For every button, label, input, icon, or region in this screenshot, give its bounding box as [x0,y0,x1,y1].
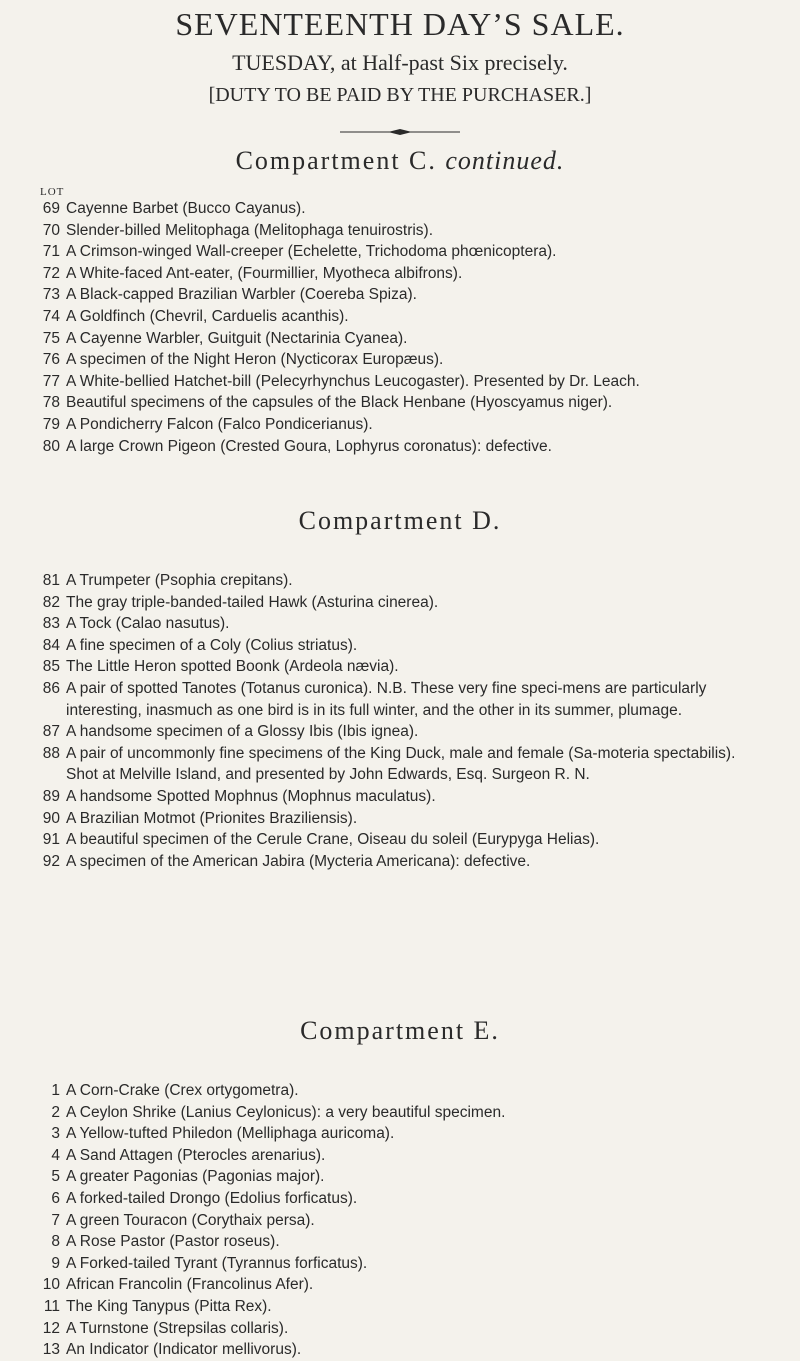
lot-number: 74 [42,307,60,325]
lot-item [0,635,800,657]
lot-number: 81 [42,572,60,589]
lot-number: 83 [42,615,60,633]
lot-number: 70 [42,221,60,239]
lot-item [0,1166,800,1188]
lot-item [0,743,800,786]
lot-description: A Brazilian Motmot (Prionites Braziliensis). [66,809,358,827]
lot-number: 11 [43,1297,60,1315]
lot-item [0,1080,800,1102]
lot-description: Cayenne Barbet (Bucco Cayanus). [66,200,306,217]
lot-number: 9 [51,1254,60,1272]
lot-item [0,263,800,285]
lot-number: 4 [51,1146,60,1164]
lot-description: The gray triple-banded-tailed Hawk (Asturina cinerea). [66,593,439,611]
lot-number: 91 [42,831,60,849]
lot-description: A pair of spotted Tanotes (Totanus curonica). N.B. These very fine speci-mens are particularly interesting, inasmuch as one bird is in its full winter, and the other in its summer, plumage. [66,679,707,719]
lot-description: A beautiful specimen of the Cerule Crane, Oiseau du soleil (Eurypyga Helias). [66,831,600,849]
lot-item [0,198,800,220]
lot-description: A Corn-Crake (Crex ortygometra). [66,1082,299,1099]
lot-number: 92 [42,852,60,870]
lot-description: A specimen of the American Jabira (Mycteria Americana): defective. [66,852,531,870]
lot-description: A Cayenne Warbler, Guitguit (Nectarinia Cyanea). [66,329,408,347]
lot-item [0,851,800,873]
lot-description: A Ceylon Shrike (Lanius Ceylonicus): a very beautiful specimen. [66,1103,506,1121]
lot-item [0,1188,800,1210]
lot-item [0,349,800,371]
lot-number: 80 [42,437,60,455]
lot-number: 89 [42,787,60,805]
section-heading-c-suffix: continued. [445,146,565,175]
lot-item [0,1318,800,1340]
lot-description: A specimen of the Night Heron (Nycticorax Europæus). [66,351,444,369]
lot-description: A handsome specimen of a Glossy Ibis (Ibis ignea). [66,723,419,741]
lot-list-d [0,570,800,872]
lot-item [0,414,800,436]
lot-description: Beautiful specimens of the capsules of the Black Henbane (Hyoscyamus niger). [66,394,613,412]
lot-item [0,592,800,614]
lot-item [0,436,800,458]
section-heading-c-text: Compartment C. [235,146,437,175]
lot-description: A fine specimen of a Coly (Colius striatus). [66,636,358,654]
lot-column-label: LOT [40,186,65,198]
lot-number: 77 [42,372,60,390]
lot-description: A White-faced Ant-eater, (Fourmillier, Myotheca albifrons). [66,264,463,282]
lot-number: 12 [42,1319,60,1337]
lot-item [0,1253,800,1275]
lot-item [0,1231,800,1253]
lot-item [0,241,800,263]
lot-description: A Rose Pastor (Pastor roseus). [66,1233,280,1251]
lot-item [0,328,800,350]
lot-number: 10 [42,1276,60,1294]
divider-ornament [340,128,460,136]
lot-number: 69 [42,200,60,217]
section-heading-d [0,506,800,536]
lot-number: 84 [42,636,60,654]
lot-number: 6 [51,1189,60,1207]
lot-description: A forked-tailed Drongo (Edolius forficatus). [66,1189,358,1207]
lot-item [0,1296,800,1318]
lot-number: 76 [42,351,60,369]
section-heading-e [0,1016,800,1046]
lot-number: 79 [42,415,60,433]
lot-description: A Trumpeter (Psophia crepitans). [66,572,293,589]
lot-number: 5 [51,1168,60,1186]
lot-item [0,1210,800,1232]
lot-description: Slender-billed Melitophaga (Melitophaga tenuirostris). [66,221,434,239]
lot-number: 13 [42,1341,60,1359]
lot-description: A White-bellied Hatchet-bill (Pelecyrhynchus Leucogaster). Presented by Dr. Leach. [66,372,640,390]
lot-description: A greater Pagonias (Pagonias major). [66,1168,325,1186]
lot-item [0,721,800,743]
duty-note: [DUTY TO BE PAID BY THE PURCHASER.] [208,84,592,106]
lot-item [0,1274,800,1296]
lot-description: A Pondicherry Falcon (Falco Pondicerianus). [66,415,373,433]
lot-description: African Francolin (Francolinus Afer). [66,1276,314,1294]
lot-item [0,678,800,721]
lot-description: A Yellow-tufted Philedon (Melliphaga auricoma). [66,1125,395,1143]
lot-description: A pair of uncommonly fine specimens of the King Duck, male and female (Sa-moteria spectabilis). Shot at Melville Island, and presented by John Edwards, Esq. Surgeon R. N. [66,744,736,784]
lot-item [0,613,800,635]
sale-time: TUESDAY, at Half-past Six precisely. [232,50,568,75]
lot-item [0,808,800,830]
lot-description: A green Touracon (Corythaix persa). [66,1211,315,1229]
lot-number: 78 [42,394,60,412]
lot-number: 75 [42,329,60,347]
lot-number: 88 [42,744,60,762]
lot-description: A Tock (Calao nasutus). [66,615,230,633]
lot-number: 3 [51,1125,60,1143]
lot-number: 87 [42,723,60,741]
lot-item [0,371,800,393]
lot-item [0,306,800,328]
lot-item [0,1123,800,1145]
lot-number: 82 [42,593,60,611]
lot-number: 7 [51,1211,60,1229]
lot-number: 2 [51,1103,60,1121]
lot-description: A handsome Spotted Mophnus (Mophnus maculatus). [66,787,436,805]
lot-description: A Black-capped Brazilian Warbler (Coereba Spiza). [66,286,417,304]
section-heading-d-text: Compartment D. [298,506,502,535]
lot-item [0,786,800,808]
lot-description: A Goldfinch (Chevril, Carduelis acanthis). [66,307,349,325]
lot-description: A Forked-tailed Tyrant (Tyrannus forficatus). [66,1254,368,1272]
lot-description: A Sand Attagen (Pterocles arenarius). [66,1146,326,1164]
lot-number: 71 [42,243,60,261]
sale-title: SEVENTEENTH DAY’S SALE. [175,6,625,42]
lot-list-c [0,198,800,457]
lot-list-e [0,1080,800,1361]
section-heading-c [0,146,800,176]
lot-item [0,220,800,242]
lot-item [0,656,800,678]
lot-description: The Little Heron spotted Boonk (Ardeola nævia). [66,658,399,676]
lot-item [0,284,800,306]
lot-number: 90 [42,809,60,827]
lot-item [0,829,800,851]
lot-number: 85 [42,658,60,676]
lot-item [0,1145,800,1167]
lot-description: A Crimson-winged Wall-creeper (Echelette, Trichodoma phœnicoptera). [66,243,557,261]
lot-description: The King Tanypus (Pitta Rex). [66,1297,272,1315]
lot-number: 8 [51,1233,60,1251]
lot-number: 1 [51,1082,60,1099]
section-heading-e-text: Compartment E. [300,1016,500,1045]
lot-number: 73 [42,286,60,304]
lot-description: An Indicator (Indicator mellivorus). [66,1341,302,1359]
lot-description: A large Crown Pigeon (Crested Goura, Lophyrus coronatus): defective. [66,437,552,455]
lot-item [0,1102,800,1124]
lot-item [0,570,800,592]
lot-item [0,392,800,414]
lot-number: 72 [42,264,60,282]
lot-description: A Turnstone (Strepsilas collaris). [66,1319,289,1337]
lot-item [0,1339,800,1361]
lot-number: 86 [42,679,60,697]
